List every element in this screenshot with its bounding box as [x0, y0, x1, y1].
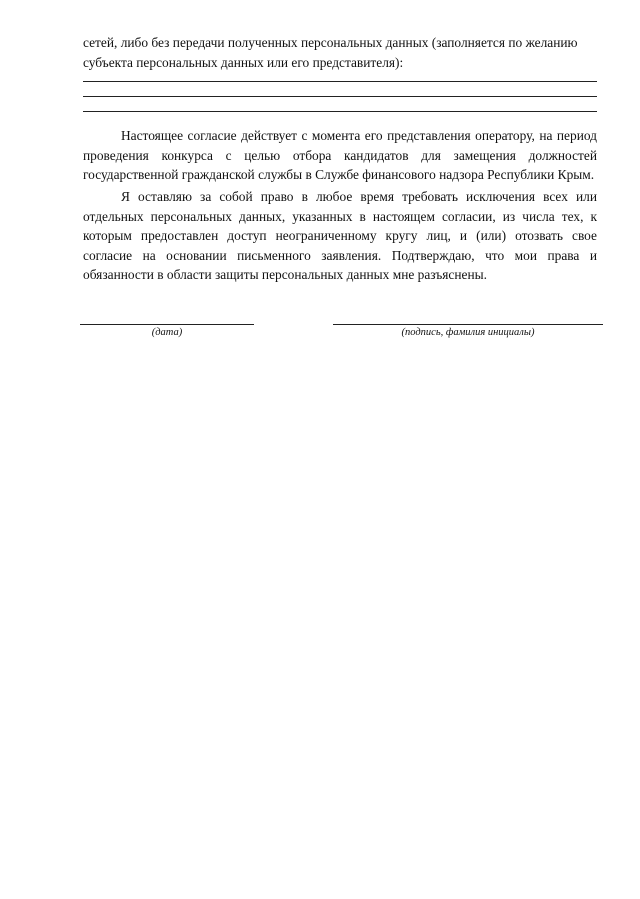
signature-caption: (подпись, фамилия инициалы) — [401, 327, 535, 338]
fill-in-line — [83, 96, 597, 97]
fill-in-line — [83, 111, 597, 112]
fill-in-line — [83, 81, 597, 82]
signature-line — [333, 324, 603, 325]
date-caption: (дата) — [151, 327, 183, 338]
validity-paragraph: Настоящее согласие действует с момента его представления оператору, на период проведения конкурса с целью отбора кандидатов для замещения должностей государственной гражданской службы в Службе финансового надзора Республики Крым. — [83, 128, 597, 182]
date-signature-line — [80, 324, 254, 325]
rights-paragraph: Я оставляю за собой право в любое время требовать исключения всех или отдельных персональных данных, указанных в настоящем согласии, из числа тех, к которым предоставлен доступ неограниченному кругу лиц, и (или) отозвать свое согласие на основании письменного заявления. Подтверждаю, что мои права и обязанности в области защиты персональных данных мне разъяснены. — [83, 189, 597, 282]
intro-paragraph: сетей, либо без передачи полученных персональных данных (заполняется по желанию субъекта персональных данных или его представителя): — [83, 35, 578, 70]
